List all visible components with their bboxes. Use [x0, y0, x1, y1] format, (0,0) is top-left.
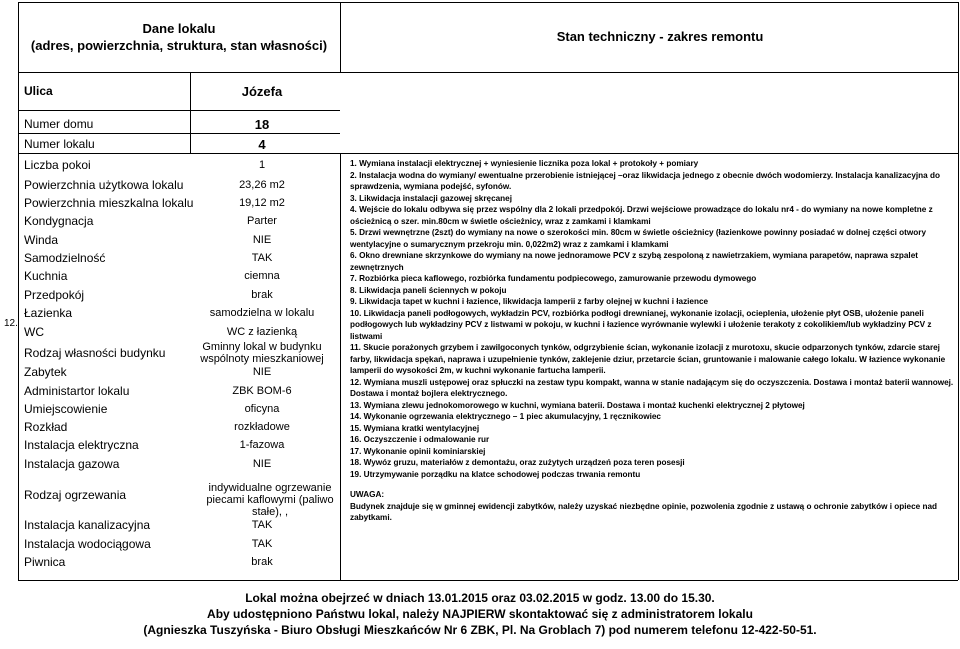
scope-item: 5. Drzwi wewnętrzne (2szt) do wymiany na nowe o szerokości min. 80cm w świetle ościeżnicy (łazienkowe powinny posiadać w dolnej części otwory wentylacyjne o sumarycznym przekroju min. 0,022m2) wraz z zamkami i klamkami: [350, 228, 927, 249]
detail-value-cellar: brak: [251, 556, 273, 568]
row-number: 12.: [4, 318, 18, 329]
header-right: Stan techniczny - zakres remontu: [556, 29, 764, 44]
detail-value-administrator: ZBK BOM-6: [232, 385, 292, 397]
detail-value-hallway: brak: [251, 289, 273, 301]
detail-value-usable-area: 23,26 m2: [239, 179, 285, 191]
detail-value-location: oficyna: [244, 403, 280, 415]
detail-value-elevator: NIE: [252, 234, 272, 246]
detail-label-living-area: Powierzchnia mieszkalna lokalu: [24, 196, 194, 210]
header-left: [18, 20, 340, 54]
address-divider-2: [18, 133, 340, 134]
scope-item: 3. Likwidacja instalacji gazowej skręcanej: [350, 193, 513, 203]
detail-label-self-contained: Samodzielność: [24, 251, 106, 265]
ulica-label: Ulica: [24, 84, 53, 98]
renovation-scope: [350, 158, 954, 524]
detail-label-heating: Rodzaj ogrzewania: [24, 488, 127, 502]
header-title: Dane lokalu: [142, 21, 216, 36]
details-top-divider: [18, 153, 958, 154]
scope-item: 7. Rozbiórka pieca kaflowego, rozbiórka fundamentu podpiecowego, zamurowanie przewodu dymowego: [350, 274, 757, 283]
scope-item: 17. Wykonanie opinii kominiarskiej: [350, 446, 486, 456]
footer-contact-details: (Agnieszka Tuszyńska - Biuro Obsługi Mieszkańców Nr 6 ZBK, Pl. Na Groblach 7) pod numerem telefonu 12-422-50-51.: [143, 623, 817, 637]
numer-lokalu-value: 4: [258, 137, 266, 152]
detail-label-sewage: Instalacja kanalizacyjna: [24, 518, 151, 532]
detail-value-ownership: Gminny lokal w budynku wspólnoty mieszkaniowej: [200, 341, 324, 365]
detail-value-wc: WC z łazienką: [226, 326, 298, 338]
footer-viewing-dates: Lokal można obejrzeć w dniach 13.01.2015 oraz 03.02.2015 w godz. 13.00 do 15.30.: [245, 591, 715, 605]
scope-item: 13. Wymiana zlewu jednokomorowego w kuchni, wymiana baterii. Dostawa i montaż kuchenki elektrycznej 2 płytowej: [350, 400, 805, 410]
detail-value-monument: NIE: [252, 366, 272, 378]
detail-label-elevator: Winda: [24, 233, 59, 247]
detail-value-floor: Parter: [247, 215, 277, 227]
detail-label-wc: WC: [24, 325, 44, 339]
detail-label-kitchen: Kuchnia: [24, 269, 68, 283]
note-text: Budynek znajduje się w gminnej ewidencji zabytków, należy uzyskać niezbędne opinie, pozwolenia zgodnie z ustawą o ochronie zabytków i opiece nad zabytkami.: [350, 501, 938, 522]
detail-label-cellar: Piwnica: [24, 555, 66, 569]
scope-item: 12. Wymiana muszli ustępowej oraz spłuczki na zestaw typu kompakt, wanna w stanie nadającym się do oczyszczenia. Dostawa i montaż baterii wannowej. Dostawa i montaż bojlera elektrycznego.: [350, 377, 954, 398]
address-divider-1: [18, 110, 340, 111]
scope-item: 14. Wykonanie ogrzewania elektrycznego – 1 piec akumulacyjny, 1 ręcznikowiec: [350, 412, 661, 421]
detail-label-gas: Instalacja gazowa: [24, 457, 120, 471]
detail-label-floor: Kondygnacja: [24, 214, 94, 228]
footer: [0, 590, 960, 638]
detail-value-rooms: 1: [258, 159, 266, 171]
scope-item: 6. Okno drewniane skrzynkowe do wymiany na nowe jednoramowe PCV z szybą zespoloną z nawietrzakiem, wymiana parapetów, naprawa szpalet zewnętrznych: [350, 251, 918, 272]
scope-item: 8. Likwidacja paneli ściennych w pokoju: [350, 285, 507, 295]
scope-item: 1. Wymiana instalacji elektrycznej + wyniesienie licznika poza lokal + protokoły + pomiary: [350, 159, 699, 168]
numer-lokalu-label: Numer lokalu: [24, 137, 95, 151]
scope-item: 16. Oczyszczenie i odmalowanie rur: [350, 435, 490, 444]
detail-label-bathroom: Łazienka: [24, 306, 73, 320]
footer-contact-instruction: Aby udostępniono Państwu lokal, należy NAJPIERW skontaktować się z administratorem lokalu: [207, 607, 753, 621]
detail-value-self-contained: TAK: [251, 252, 273, 264]
top-border: [18, 2, 958, 3]
note-title: UWAGA:: [350, 490, 385, 499]
detail-label-electric: Instalacja elektryczna: [24, 438, 139, 452]
detail-label-hallway: Przedpokój: [24, 288, 85, 302]
detail-value-kitchen: ciemna: [244, 270, 280, 282]
detail-value-electric: 1-fazowa: [239, 439, 285, 451]
numer-domu-value: 18: [254, 117, 270, 132]
scope-item: 15. Wymiana kratki wentylacyjnej: [350, 423, 480, 433]
scope-item: 19. Utrzymywanie porządku na klatce schodowej podczas trwania remontu: [350, 469, 641, 479]
detail-label-ownership: Rodzaj własności budynku: [24, 346, 166, 360]
scope-item: 9. Likwidacja tapet w kuchni i łazience, likwidacja lamperii z farby olejnej w kuchni i łazience: [350, 297, 709, 306]
scope-item: 2. Instalacja wodna do wymiany/ ewentualne przerobienie istniejącej –oraz likwidacja jednego z obecnie dwóch wodomierzy. Instalacja kanalizacyjna do sprawdzenia, wymiana podejść, syfonów.: [350, 170, 940, 191]
detail-label-water: Instalacja wodociągowa: [24, 537, 151, 551]
detail-value-bathroom: samodzielna w lokalu: [209, 307, 315, 319]
scope-item: 11. Skucie porażonych grzybem i zawilgoconych tynków, odgrzybienie ścian, wykonanie izolacji z murotoxu, skucie odparzonych tynków, zdarcie starej farby, likwidacja spękań, naprawa i uzupełnienie tynków, zaklejenie dziur, przetarcie ścian, gruntowanie i malowanie całego lokalu. W łazience wykonanie lamperii do wysokości 2m, w kuchni wykonanie fartucha lamperii.: [350, 343, 946, 375]
detail-value-living-area: 19,12 m2: [239, 197, 285, 209]
detail-value-heating: indywidualne ogrzewanie piecami kaflowymi (paliwo stałe), ,: [206, 482, 334, 518]
ulica-value: Józefa: [241, 84, 283, 99]
detail-value-sewage: TAK: [251, 519, 273, 531]
header-divider: [18, 72, 958, 73]
detail-value-layout: rozkładowe: [234, 421, 290, 433]
detail-label-rooms: Liczba pokoi: [24, 158, 91, 172]
scope-spacer: [350, 480, 954, 489]
detail-label-administrator: Administartor lokalu: [24, 384, 130, 398]
scope-item: 18. Wywóz gruzu, materiałów z demontażu, oraz zużytych urządzeń poza teren posesji: [350, 458, 685, 467]
detail-label-usable-area: Powierzchnia użytkowa lokalu: [24, 178, 184, 192]
bottom-border: [18, 580, 958, 581]
scope-item: 4. Wejście do lokalu odbywa się przez wspólny dla 2 lokali przedpokój. Drzwi wejściowe prowadzące do lokalu nr4 - do wymiany na nowe kompletne z ościeżnicą o szer. min.80cm w świetle ościeżnicy, wraz z zamkami i klamkami: [350, 205, 933, 226]
left-border: [18, 2, 19, 580]
detail-label-layout: Rozkład: [24, 420, 68, 434]
detail-value-gas: NIE: [252, 458, 272, 470]
detail-value-water: TAK: [251, 538, 273, 550]
numer-domu-label: Numer domu: [24, 117, 94, 131]
detail-label-location: Umiejscowienie: [24, 402, 108, 416]
header-subtitle: (adres, powierzchnia, struktura, stan własności): [30, 38, 328, 53]
right-border: [958, 2, 959, 580]
header-column-divider: [340, 2, 341, 72]
scope-item: 10. Likwidacja paneli podłogowych, wykładzin PCV, rozbiórka podłogi drewnianej, wykonanie izolacji, ocieplenia, ułożenie płyt OSB, ułożenie paneli podłogowych lub wykładziny PCV z listwami w pokoju, w kuchni i łazience wyrównanie wylewki i ułożenie terakoty z cokolikiem/lub wykładziny PCV z listwami: [350, 308, 932, 341]
address-value-divider: [190, 72, 191, 153]
detail-label-monument: Zabytek: [24, 365, 67, 379]
